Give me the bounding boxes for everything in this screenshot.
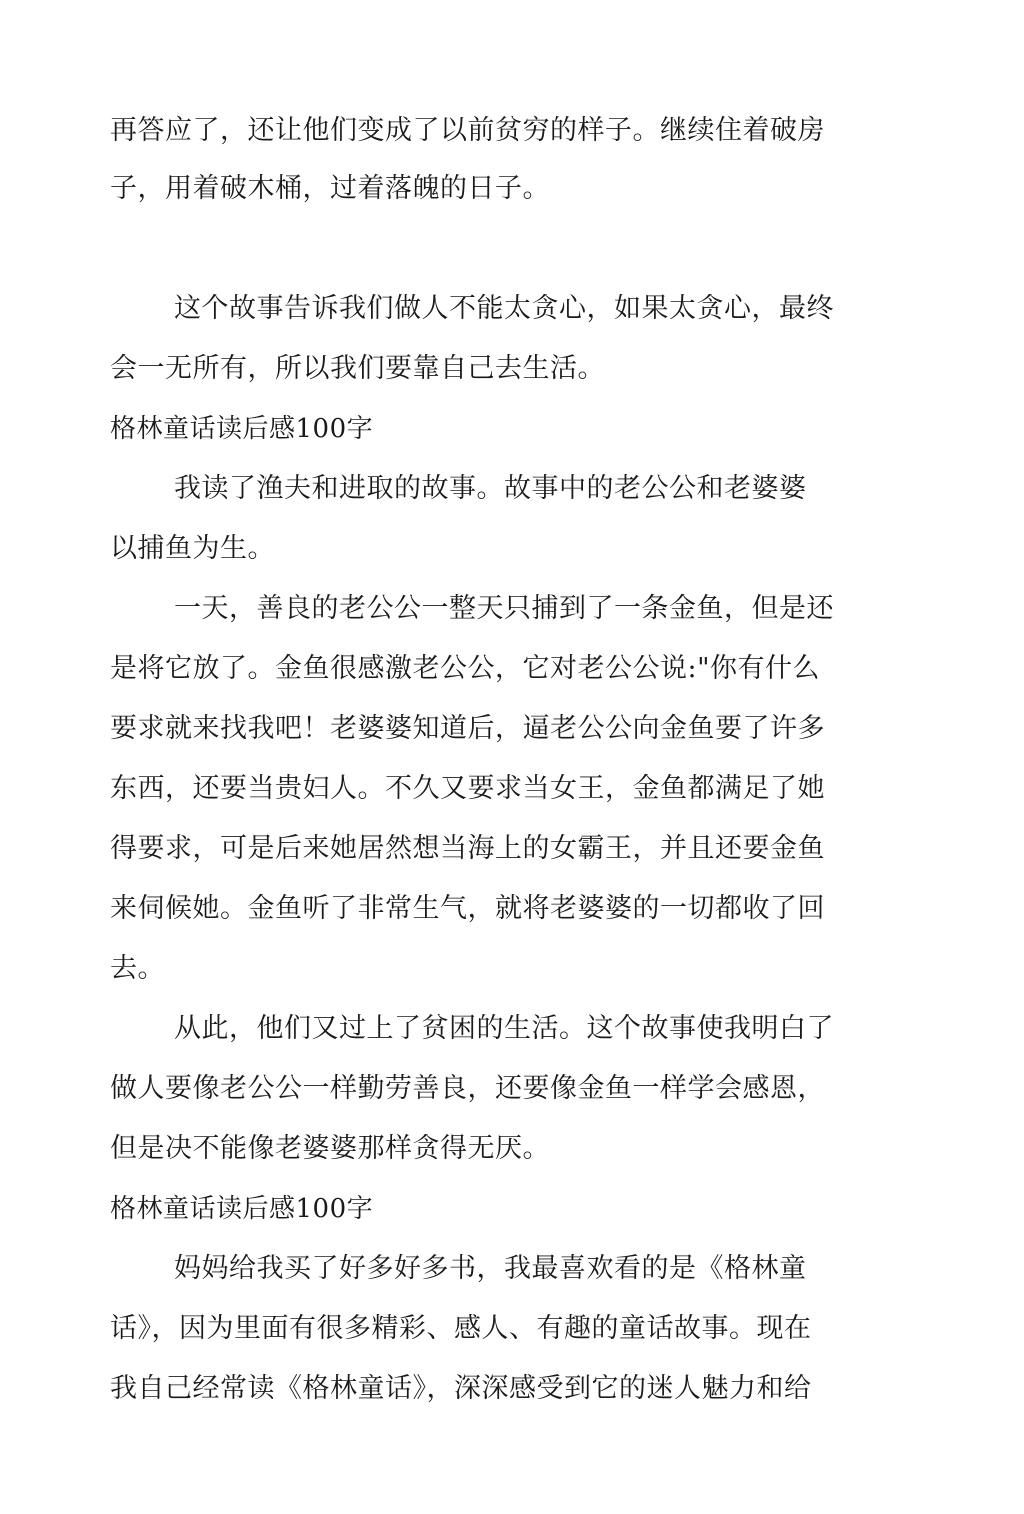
paragraph-line: 我自己经常读《格林童话》，深深感受到它的迷人魅力和给 [110, 1373, 812, 1404]
paragraph-line: 做人要像老公公一样勤劳善良，还要像金鱼一样学会感恩， [110, 1073, 825, 1104]
paragraph-line: 要求就来找我吧！老婆婆知道后，逼老公公向金鱼要了许多 [110, 713, 825, 744]
section-heading: 格林童话读后感100字 [110, 414, 374, 444]
paragraph-line: 一天，善良的老公公一整天只捕到了一条金鱼，但是还 [174, 593, 834, 624]
paragraph-line: 我读了渔夫和进取的故事。故事中的老公公和老婆婆 [174, 473, 807, 504]
paragraph-line: 会一无所有，所以我们要靠自己去生活。 [110, 353, 605, 384]
paragraph-line: 是将它放了。金鱼很感激老公公，它对老公公说:"你有什么 [110, 653, 821, 684]
paragraph-line: 妈妈给我买了好多好多书，我最喜欢看的是《格林童 [174, 1253, 807, 1284]
paragraph-line: 这个故事告诉我们做人不能太贪心，如果太贪心，最终 [174, 293, 834, 324]
section-heading: 格林童话读后感100字 [110, 1194, 374, 1224]
paragraph-line: 子，用着破木桶，过着落魄的日子。 [110, 173, 550, 204]
paragraph-line: 从此，他们又过上了贫困的生活。这个故事使我明白了 [174, 1013, 834, 1044]
paragraph-line: 以捕鱼为生。 [110, 533, 275, 564]
paragraph-line: 得要求，可是后来她居然想当海上的女霸王，并且还要金鱼 [110, 833, 825, 864]
paragraph-line: 再答应了，还让他们变成了以前贫穷的样子。继续住着破房 [110, 115, 825, 146]
paragraph-line: 话》，因为里面有很多精彩、感人、有趣的童话故事。现在 [110, 1313, 812, 1344]
paragraph-line: 去。 [110, 953, 165, 984]
paragraph-line: 但是决不能像老婆婆那样贪得无厌。 [110, 1133, 550, 1164]
paragraph-line: 来伺候她。金鱼听了非常生气，就将老婆婆的一切都收了回 [110, 893, 825, 924]
paragraph-line: 东西，还要当贵妇人。不久又要求当女王，金鱼都满足了她 [110, 773, 825, 804]
